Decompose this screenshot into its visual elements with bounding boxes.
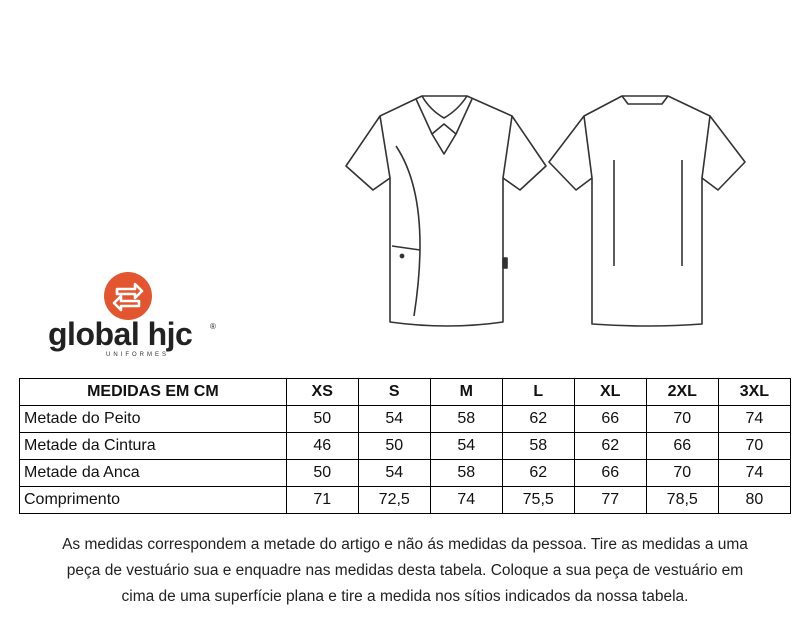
size-header: XL [574, 379, 646, 406]
size-header: S [358, 379, 430, 406]
table-cell: 70 [646, 406, 718, 433]
table-cell: 62 [502, 406, 574, 433]
row-label: Metade da Anca [20, 460, 287, 487]
note-line: cima de uma superfície plana e tire a medida nos sítios indicados da nossa tabela. [121, 588, 689, 605]
table-cell: 71 [286, 487, 358, 514]
table-cell: 74 [718, 460, 790, 487]
table-row [20, 433, 791, 460]
table-cell: 62 [502, 460, 574, 487]
table-cell: 62 [574, 433, 646, 460]
table-cell: 46 [286, 433, 358, 460]
table-cell: 70 [646, 460, 718, 487]
measurement-note [20, 532, 790, 610]
table-cell: 77 [574, 487, 646, 514]
table-cell: 58 [430, 406, 502, 433]
note-line: As medidas correspondem a metade do artigo e não ás medidas da pessoa. Tire as medidas a uma [62, 536, 748, 553]
table-cell: 54 [358, 460, 430, 487]
table-cell: 75,5 [502, 487, 574, 514]
table-cell: 50 [286, 406, 358, 433]
table-cell: 58 [502, 433, 574, 460]
note-line: peça de vestuário sua e enquadre nas medidas desta tabela. Coloque a sua peça de vestuário em [66, 562, 744, 579]
tunic-illustrations [340, 90, 760, 340]
table-row [20, 460, 791, 487]
size-header: 3XL [718, 379, 790, 406]
table-cell: 50 [286, 460, 358, 487]
table-row [20, 487, 791, 514]
table-cell: 54 [358, 406, 430, 433]
table-cell: 54 [430, 433, 502, 460]
row-label: Metade da Cintura [20, 433, 287, 460]
header-label: MEDIDAS EM CM [20, 379, 287, 406]
size-header: L [502, 379, 574, 406]
table-cell: 66 [574, 406, 646, 433]
brand-logo [44, 268, 224, 358]
table-cell: 74 [430, 487, 502, 514]
brand-name: global hjc [48, 316, 193, 352]
registered-mark: ® [210, 322, 216, 331]
table-cell: 58 [430, 460, 502, 487]
tunic-back-illustration [549, 96, 745, 326]
table-cell: 78,5 [646, 487, 718, 514]
table-cell: 66 [646, 433, 718, 460]
table-cell: 50 [358, 433, 430, 460]
brand-tagline: UNIFORMES [106, 352, 169, 358]
table-row [20, 406, 791, 433]
table-cell: 72,5 [358, 487, 430, 514]
table-header-row [20, 379, 791, 406]
size-header: 2XL [646, 379, 718, 406]
size-header: M [430, 379, 502, 406]
table-cell: 80 [718, 487, 790, 514]
table-cell: 70 [718, 433, 790, 460]
size-header: XS [286, 379, 358, 406]
row-label: Metade do Peito [20, 406, 287, 433]
row-label: Comprimento [20, 487, 287, 514]
refresh-arrows-icon [104, 272, 152, 320]
table-cell: 66 [574, 460, 646, 487]
size-chart-table [19, 378, 791, 514]
table-cell: 74 [718, 406, 790, 433]
tunic-front-illustration [346, 96, 546, 326]
